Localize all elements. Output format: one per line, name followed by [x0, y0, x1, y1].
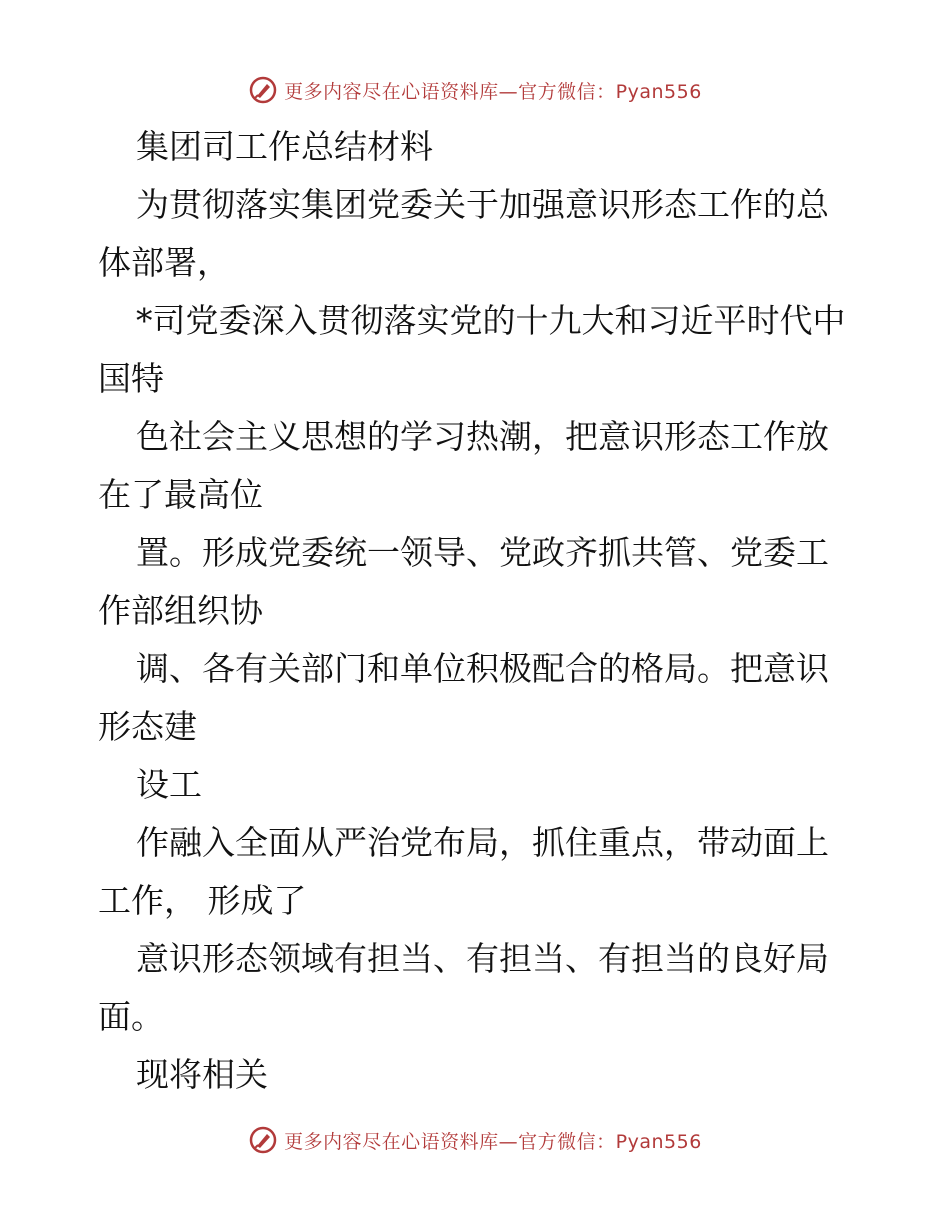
footer-watermark-text: 更多内容尽在心语资料库—官方微信：Pyan556: [284, 1130, 702, 1153]
document-body: [98, 118, 858, 1104]
paragraph: 设工: [136, 765, 202, 804]
paragraph: 调、各有关部门和单位积极配合的格局。把意识形态建: [98, 649, 829, 746]
paragraph: 现将相关: [136, 1055, 268, 1094]
paragraph: 置。形成党委统一领导、党政齐抓共管、党委工作部组织协: [98, 533, 829, 630]
footer-watermark: [0, 1120, 950, 1160]
paragraph: 为贯彻落实集团党委关于加强意识形态工作的总体部署，: [98, 185, 829, 282]
paragraph: 作融入全面从严治党布局，抓住重点，带动面上工作， 形成了: [98, 823, 829, 920]
document-title: 集团司工作总结材料: [136, 127, 433, 166]
header-watermark-text: 更多内容尽在心语资料库—官方微信：Pyan556: [284, 80, 702, 103]
pen-seal-icon: [248, 75, 278, 105]
header-watermark: [0, 70, 950, 110]
paragraph: 意识形态领域有担当、有担当、有担当的良好局面。: [98, 939, 829, 1036]
paragraph: 色社会主义思想的学习热潮，把意识形态工作放在了最高位: [98, 417, 829, 514]
paragraph: *司党委深入贯彻落实党的十九大和习近平时代中国特: [98, 301, 846, 398]
pen-seal-icon: [248, 1125, 278, 1155]
